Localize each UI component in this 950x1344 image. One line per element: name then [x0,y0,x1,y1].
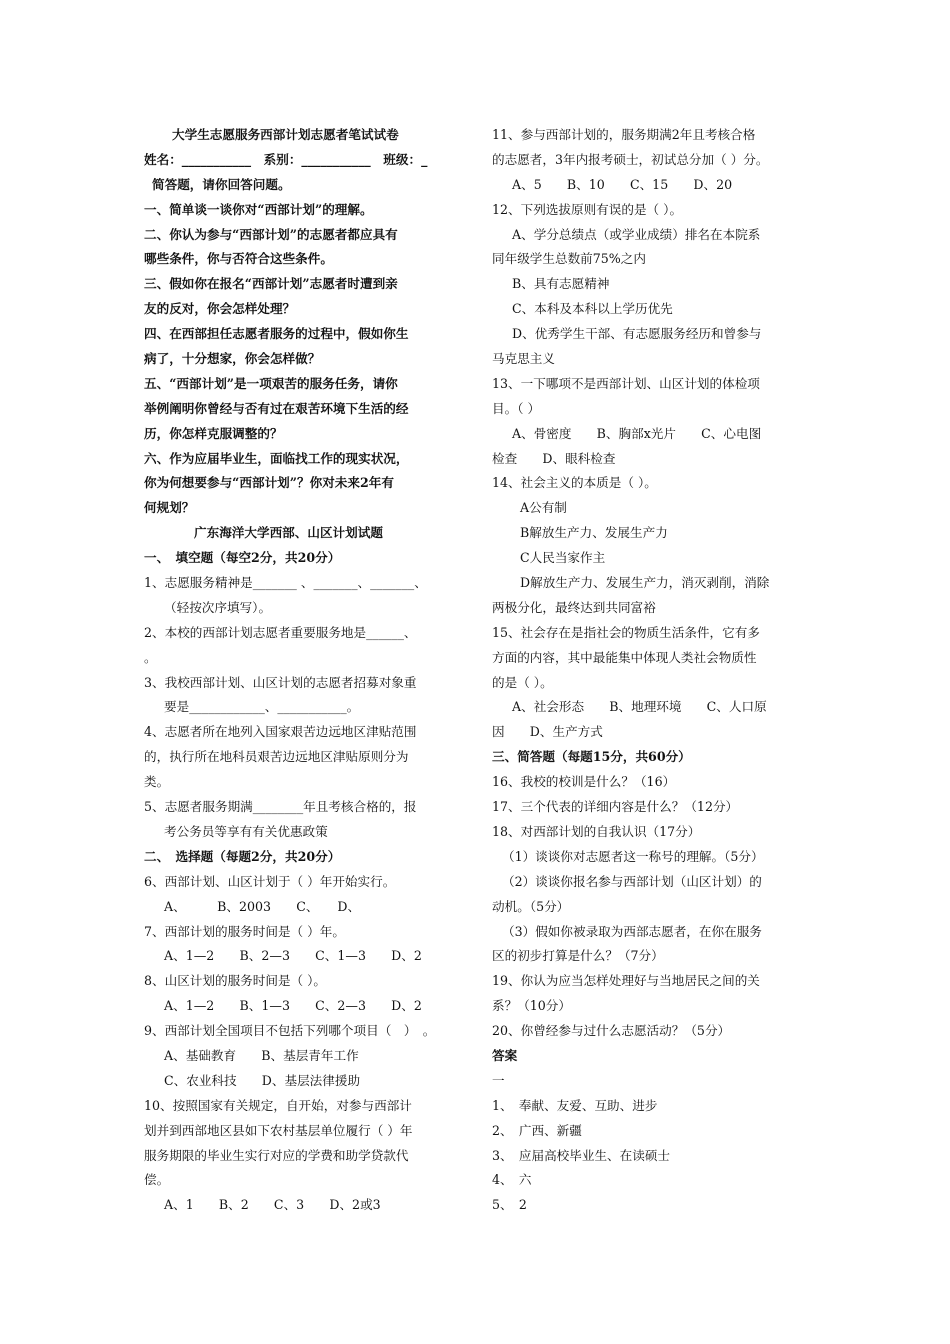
text-line: 4、 六 [492,1172,532,1188]
text-line: 的是（ ）。 [492,674,553,690]
text-line: 12、下列选拔原则有误的是（ ）。 [492,201,683,217]
left-column [144,123,464,1218]
text-line: 9、西部计划全国项目不包括下列哪个项目（ ） 。 [144,1023,436,1039]
text-line: D解放生产力、发展生产力，消灭剥削，消除 [520,575,770,591]
text-line: 四、在西部担任志愿者服务的过程中，假如你生 [144,326,409,342]
text-line: 19、你认为应当怎样处理好与当地居民之间的关 [492,973,760,989]
text-line: 系？（10分） [492,998,571,1014]
text-line: 何规划？ [144,500,195,516]
text-line: A、1—2 B、2—3 C、1—3 D、2 [164,948,422,964]
text-line: 10、按照国家有关规定，自开始，对参与西部计 [144,1097,412,1113]
text-line: 二、 选择题（每题2分，共20分） [144,848,341,864]
text-line: 考公务员等享有有关优惠政策 [164,823,328,839]
text-line: 。 [144,649,157,665]
text-line: 17、三个代表的详细内容是什么？（12分） [492,799,739,815]
text-line: C、农业科技 D、基层法律援助 [164,1072,361,1088]
text-line: 姓名：___________ 系别：___________ 班级：_ [144,151,428,167]
text-line: 答案 [492,1047,518,1063]
text-line: （1）谈谈你对志愿者这一称号的理解。（5分） [502,848,764,864]
text-line: 5、志愿者服务期满________年且考核合格的，报 [144,799,417,815]
text-line: 13、一下哪项不是西部计划、山区计划的体检项 [492,375,760,391]
text-line: 病了，十分想家，你会怎样做？ [144,351,321,367]
text-line: 3、 应届高校毕业生、在读硕士 [492,1147,671,1163]
text-line: 7、西部计划的服务时间是（ ）年。 [144,923,345,939]
text-line: 二、你认为参与“西部计划”的志愿者都应具有 [144,226,398,242]
text-line: A、基础教育 B、基层青年工作 [164,1047,359,1063]
text-line: 一、简单谈一谈你对“西部计划”的理解。 [144,201,373,217]
text-line: B、具有志愿精神 [512,276,610,292]
text-line: C、本科及本科以上学历优先 [512,301,673,317]
text-line: A公有制 [520,500,567,516]
text-line: 8、山区计划的服务时间是（ ）。 [144,973,327,989]
text-line: 2、 广西、新疆 [492,1122,582,1138]
text-line: A、社会形态 B、地理环境 C、人口原 [512,699,767,715]
text-line: 一 [492,1072,505,1088]
text-line: 20、你曾经参与过什么志愿活动？（5分） [492,1023,731,1039]
text-line: 三、简答题（每题15分，共60分） [492,749,691,765]
text-line: A、学分总绩点（或学业成绩）排名在本院系 [512,226,761,242]
text-line: A、 B、2003 C、 D、 [164,898,361,914]
text-line: 14、社会主义的本质是（ ）。 [492,475,657,491]
text-line: 5、 2 [492,1197,527,1213]
text-line: 三、假如你在报名“西部计划”志愿者时遭到亲 [144,276,398,292]
text-line: 友的反对，你会怎样处理？ [144,301,296,317]
text-line: （轻按次序填写）。 [164,599,272,615]
text-line: 18、对西部计划的自我认识（17分） [492,823,701,839]
text-line: 检查 D、眼科检查 [492,450,616,466]
text-line: 因 D、生产方式 [492,724,603,740]
text-line: 方面的内容，其中最能集中体现人类社会物质性 [492,649,757,665]
text-line: 类。 [144,774,170,790]
text-line: 1、志愿服务精神是_______ 、_______、_______、 [144,575,427,591]
text-line: 的志愿者，3年内报考硕士，初试总分加（ ）分。 [492,151,769,167]
text-line: 两极分化，最终达到共同富裕 [492,599,656,615]
text-line: 你为何想要参与“西部计划”？你对未来2年有 [144,475,394,491]
text-line: 历，你怎样克服调整的？ [144,425,283,441]
text-line: 4、志愿者所在地列入国家艰苦边远地区津贴范围 [144,724,417,740]
text-line: 15、社会存在是指社会的物质生活条件，它有多 [492,624,760,640]
text-line: 广东海洋大学西部、山区计划试题 [194,525,383,541]
text-line: 一、 填空题（每空2分，共20分） [144,550,341,566]
text-line: D、优秀学生干部、有志愿服务经历和曾参与 [512,326,762,342]
text-line: 大学生志愿服务西部计划志愿者笔试试卷 [172,127,399,142]
text-line: 2、本校的西部计划志愿者重要服务地是______、 [144,624,417,640]
text-line: 偿。 [144,1172,170,1188]
text-line: 划并到西部地区县如下农村基层单位履行（ ）年 [144,1122,413,1138]
text-line: 3、我校西部计划、山区计划的志愿者招募对象重 [144,674,417,690]
text-line: A、1 B、2 C、3 D、2或3 [164,1197,381,1213]
text-line: A、骨密度 B、胸部x光片 C、心电图 [512,425,762,441]
text-line: A、1—2 B、1—3 C、2—3 D、2 [164,998,422,1014]
text-line: 要是____________、___________。 [164,699,360,715]
text-line: 16、我校的校训是什么？（16） [492,774,676,790]
text-line: 6、西部计划、山区计划于（ ）年开始实行。 [144,873,396,889]
text-line: 哪些条件，你与否符合这些条件。 [144,251,333,267]
text-line: 的，执行所在地科员艰苦边远地区津贴原则分为 [144,749,409,765]
text-line: （3）假如你被录取为西部志愿者，在你在服务 [502,923,762,939]
text-line: B解放生产力、发展生产力 [520,525,668,541]
text-line: 五、“西部计划”是一项艰苦的服务任务，请你 [144,375,398,391]
text-line: 1、 奉献、友爱、互助、进步 [492,1097,658,1113]
text-line: A、5 B、10 C、15 D、20 [512,176,733,192]
text-line: 六、作为应届毕业生，面临找工作的现实状况， [144,450,409,466]
text-line: 马克思主义 [492,351,555,367]
text-line: C人民当家作主 [520,550,606,566]
text-line: 目。（ ） [492,400,541,416]
right-column [492,123,812,1218]
text-line: （2）谈谈你报名参与西部计划（山区计划）的 [502,873,762,889]
text-line: 区的初步打算是什么？（7分） [492,948,664,964]
text-line: 举例阐明你曾经与否有过在艰苦环境下生活的经 [144,400,409,416]
text-line: 简答题，请你回答问题。 [152,176,291,192]
text-line: 服务期限的毕业生实行对应的学费和助学贷款代 [144,1147,409,1163]
text-line: 同年级学生总数前75%之内 [492,251,646,267]
text-line: 动机。（5分） [492,898,570,914]
text-line: 11、参与西部计划的，服务期满2年且考核合格 [492,127,756,142]
